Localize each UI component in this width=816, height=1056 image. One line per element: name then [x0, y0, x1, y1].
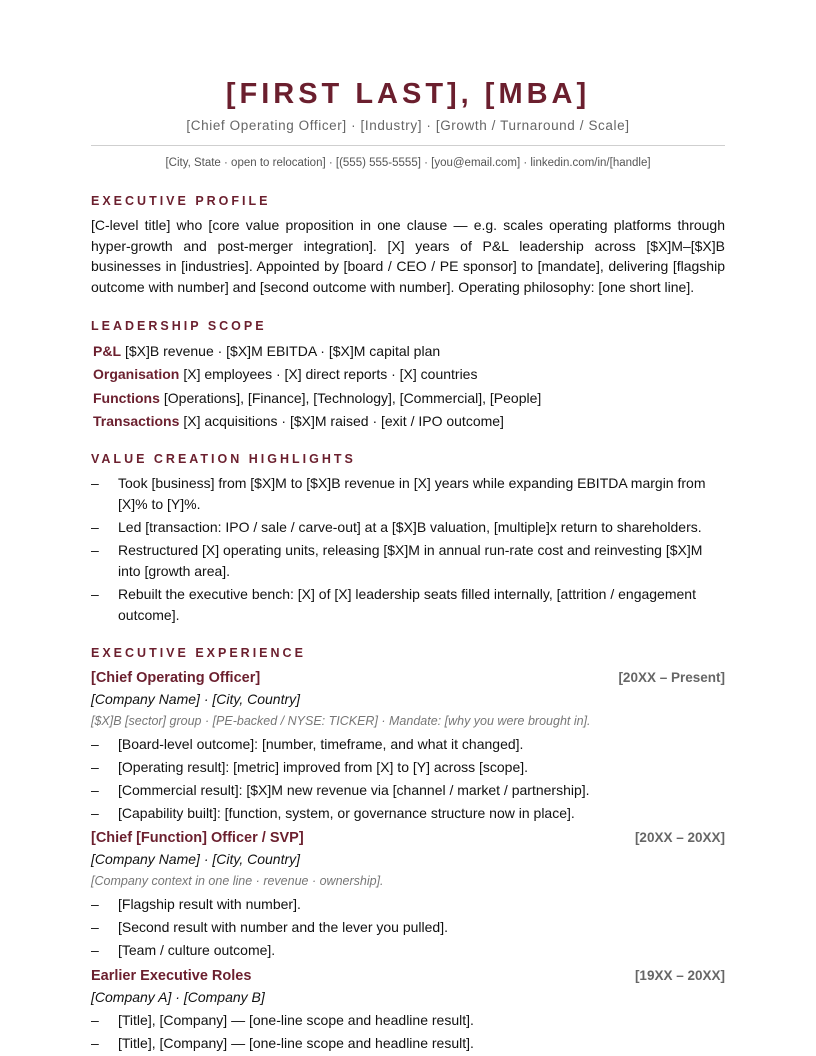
- role-title: [Chief Operating Officer]: [91, 670, 261, 686]
- role-coo: [91, 668, 725, 825]
- section-heading-profile: EXECUTIVE PROFILE: [91, 194, 271, 208]
- bullet-dash: –: [91, 475, 99, 491]
- scope-key: P&L: [93, 343, 121, 359]
- highlight-item: – Took [business] from [$X]M to [$X]B revenue in [X] years while expanding EBITDA margin from [X]% to [Y]%.: [91, 475, 706, 512]
- role-bullet: – [Commercial result]: [$X]M new revenue via [channel / market / partnership].: [91, 782, 590, 798]
- profile-summary: [C-level title] who [core value proposition in one clause — e.g. scales operating platforms through hyper-growth and post-merger integration]. [X] years of P&L leadership across [$X]M–[$X]B businesses in [industries]. Appointed by [board / CEO / PE sponsor] to [mandate], delivering [flagship outcome with number] and [second outcome with number]. Operating philosophy: [one short line].: [91, 217, 725, 296]
- section-heading-experience: EXECUTIVE EXPERIENCE: [91, 646, 306, 660]
- role-bullet: – [Board-level outcome]: [number, timeframe, and what it changed].: [91, 736, 524, 752]
- scope-value: [$X]B revenue · [$X]M EBITDA · [$X]M capital plan: [125, 343, 441, 359]
- role-dates: [20XX – Present]: [618, 670, 725, 685]
- role-bullet: – [Team / culture outcome].: [91, 942, 276, 958]
- section-heading-highlights: VALUE CREATION HIGHLIGHTS: [91, 452, 356, 466]
- role-bullets: [91, 733, 725, 825]
- role-bullets: [91, 1009, 725, 1055]
- role-bullet: – [Capability built]: [function, system, or governance structure now in place].: [91, 805, 575, 821]
- role-bullet: – [Flagship result with number].: [91, 896, 301, 912]
- role-earlier: [91, 966, 725, 1055]
- scope-row-functions: [93, 389, 541, 407]
- bullet-dash: –: [91, 542, 99, 558]
- role-company: [Company Name] · [City, Country]: [91, 691, 301, 707]
- header-divider: [91, 145, 725, 146]
- contact-line: [City, State · open to relocation] · [(555) 555-5555] · [you@email.com] · linkedin.com/in/[handle]: [165, 157, 651, 169]
- candidate-name: [FIRST LAST], [MBA]: [225, 78, 591, 110]
- role-title: [Chief [Function] Officer / SVP]: [91, 830, 304, 846]
- bullet-dash: –: [91, 519, 99, 535]
- role-dates: [19XX – 20XX]: [634, 968, 725, 983]
- scope-value: [Operations], [Finance], [Technology], [Commercial], [People]: [163, 390, 542, 406]
- role-company: [Company Name] · [City, Country]: [91, 851, 301, 867]
- section-heading-scope: LEADERSHIP SCOPE: [91, 319, 267, 333]
- scope-row-pl: [93, 342, 440, 360]
- role-company: [Company A] · [Company B]: [91, 989, 265, 1005]
- role-bullet: – [Operating result]: [metric] improved from [X] to [Y] across [scope].: [91, 759, 529, 775]
- role-title: Earlier Executive Roles: [91, 968, 252, 984]
- scope-row-transactions: [93, 412, 504, 430]
- headline-tagline: [Chief Operating Officer] · [Industry] · [Growth / Turnaround / Scale]: [186, 118, 630, 133]
- scope-value: [X] employees · [X] direct reports · [X] countries: [183, 366, 478, 382]
- role-bullets: [91, 893, 725, 962]
- role-dates: [20XX – 20XX]: [634, 830, 725, 845]
- role-context: [Company context in one line · revenue · ownership].: [91, 874, 384, 888]
- role-bullet: – [Title], [Company] — [one-line scope and headline result].: [91, 1012, 474, 1028]
- scope-value: [X] acquisitions · [$X]M raised · [exit / IPO outcome]: [183, 413, 504, 429]
- highlight-item: – Led [transaction: IPO / sale / carve-out] at a [$X]B valuation, [multiple]x return to shareholders.: [91, 517, 725, 538]
- scope-key: Functions: [93, 390, 160, 406]
- role-chief-function: [91, 828, 725, 962]
- role-context: [$X]B [sector] group · [PE-backed / NYSE: TICKER] · Mandate: [why you were brought in].: [91, 714, 591, 728]
- highlights-list: [91, 473, 725, 626]
- scope-row-organisation: [93, 365, 477, 383]
- scope-key: Organisation: [93, 366, 180, 382]
- role-bullet: – [Title], [Company] — [one-line scope and headline result].: [91, 1035, 474, 1051]
- highlight-item: – Restructured [X] operating units, releasing [$X]M in annual run-rate cost and reinvesting [$X]M into [growth area].: [91, 542, 703, 579]
- highlight-item: – Rebuilt the executive bench: [X] of [X] leadership seats filled internally, [attrition / engagement outcome].: [91, 586, 696, 623]
- scope-key: Transactions: [93, 413, 180, 429]
- bullet-dash: –: [91, 586, 99, 602]
- role-bullet: – [Second result with number and the lever you pulled].: [91, 919, 448, 935]
